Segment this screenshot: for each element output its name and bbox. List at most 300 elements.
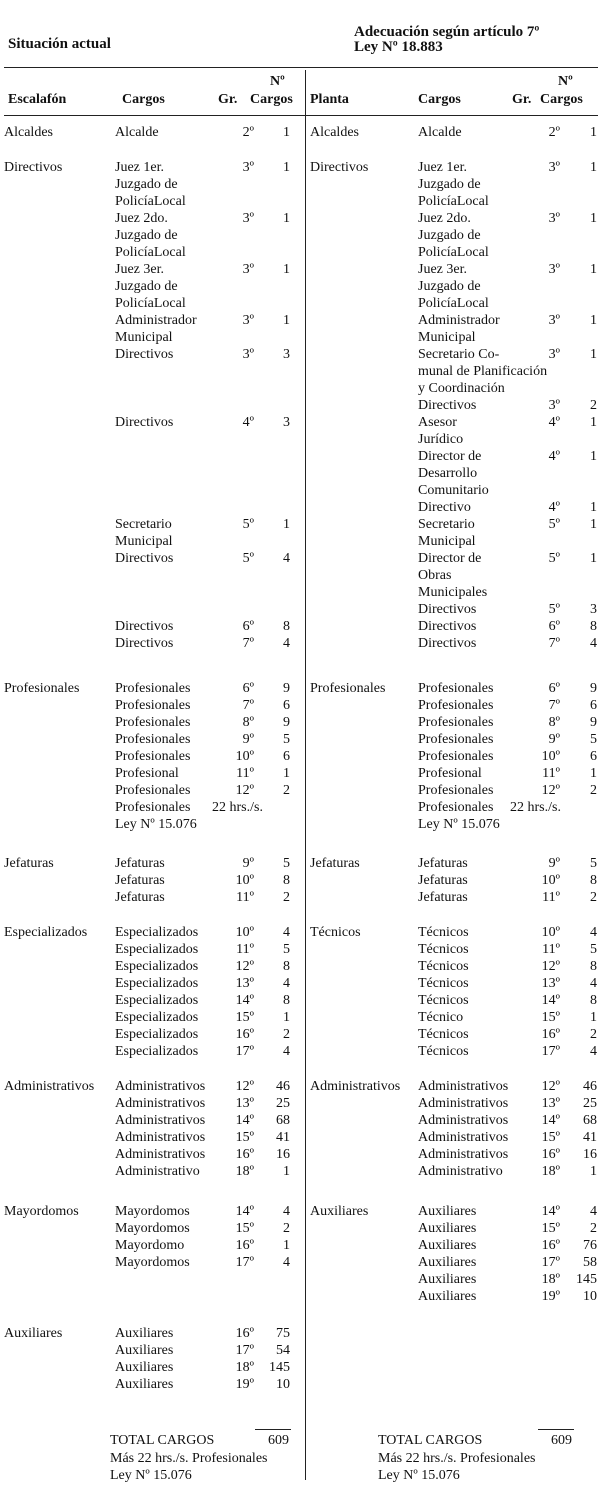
cargo-cell: Técnicos	[418, 959, 469, 974]
count-cell: 8	[283, 959, 290, 974]
table-row	[0, 601, 300, 618]
table-row	[0, 261, 300, 278]
grade-cell: 10º	[541, 749, 560, 764]
count-cell: 4	[283, 1044, 290, 1059]
table-row	[0, 1009, 300, 1026]
grade-cell: 16º	[235, 1238, 254, 1253]
cargo-cell: Juzgado de	[418, 228, 481, 243]
table-row	[0, 516, 300, 533]
cargo-cell: Especializados	[115, 925, 199, 940]
grade-cell: 17º	[235, 1044, 254, 1059]
col-planta: Planta	[310, 92, 349, 107]
count-cell: 8	[590, 993, 597, 1008]
table-row	[0, 680, 300, 697]
cargo-cell: Especializados	[115, 1027, 199, 1042]
count-cell: 58	[583, 1255, 597, 1270]
table-row	[0, 1146, 300, 1163]
grade-cell: 12º	[235, 783, 254, 798]
cargo-cell: Administrativos	[418, 1079, 509, 1094]
section-mayordomos	[0, 1203, 300, 1271]
count-cell: 2	[590, 398, 597, 413]
cargo-cell: Ley Nº 15.076	[115, 817, 197, 832]
table-row	[306, 1009, 600, 1026]
grade-cell: 13º	[541, 1096, 560, 1111]
section-name: Administrativos	[310, 1079, 401, 1094]
table-row	[306, 516, 600, 533]
cargo-cell: Jurídico	[418, 432, 464, 447]
cargo-cell: Administrativos	[115, 1147, 206, 1162]
count-cell: 75	[276, 1326, 290, 1341]
cargo-cell: Auxiliares	[115, 1377, 174, 1392]
count-cell: 4	[590, 636, 597, 651]
table-row	[306, 1026, 600, 1043]
table-row	[0, 992, 300, 1009]
table-row	[0, 533, 300, 550]
total-rule	[255, 1429, 291, 1430]
count-cell: 8	[283, 873, 290, 888]
count-cell: 1	[590, 160, 597, 175]
table-row	[306, 1203, 600, 1220]
total-note: Más 22 hrs./s. Profesionales	[110, 1451, 268, 1466]
table-row	[0, 697, 300, 714]
grade-cell: 3º	[242, 211, 254, 226]
cargo-cell: Secretario Co-	[418, 347, 500, 362]
count-cell: 1	[590, 1010, 597, 1025]
grade-cell: 13º	[235, 1096, 254, 1111]
count-cell: 1	[590, 347, 597, 362]
table-row	[0, 1342, 300, 1359]
cargo-cell: Auxiliares	[418, 1255, 477, 1270]
cargo-cell: Obras	[418, 568, 452, 583]
count-cell: 3	[283, 347, 290, 362]
cargo-cell: Especializados	[115, 1010, 199, 1025]
table-row	[0, 765, 300, 782]
count-cell: 5	[590, 942, 597, 957]
table-row	[306, 159, 600, 176]
grade-cell: 9º	[242, 856, 254, 871]
table-row	[0, 329, 300, 346]
table-row	[306, 855, 600, 872]
cargo-cell: Secretario	[115, 517, 172, 532]
grade-cell: 12º	[541, 1079, 560, 1094]
section-técnicos	[306, 924, 600, 1060]
cargo-cell: Profesionales	[418, 698, 494, 713]
grade-cell: 17º	[541, 1044, 560, 1059]
count-cell: 145	[269, 1360, 290, 1375]
table-row	[306, 1146, 600, 1163]
count-cell: 1	[283, 1010, 290, 1025]
grade-cell: 15º	[235, 1010, 254, 1025]
cargo-cell: Profesionales	[115, 800, 191, 815]
grade-cell: 5º	[242, 551, 254, 566]
table-row	[306, 380, 600, 397]
total-rule	[538, 1429, 574, 1430]
cargo-cell: Directivos	[115, 415, 174, 430]
cargo-cell: Jefaturas	[418, 873, 468, 888]
cargo-cell: Profesionales	[418, 783, 494, 798]
right-totals	[378, 1432, 588, 1492]
table-row	[306, 329, 600, 346]
table-row	[306, 261, 600, 278]
count-cell: 4	[590, 976, 597, 991]
cargo-cell: Directivos	[115, 551, 174, 566]
count-cell: 4	[283, 925, 290, 940]
cargo-cell: Directivos	[418, 602, 477, 617]
grade-cell: 14º	[235, 1113, 254, 1128]
count-cell: 9	[283, 681, 290, 696]
cargo-cell: Juzgado de	[418, 279, 481, 294]
count-cell: 3	[590, 602, 597, 617]
cargo-cell: Juez 1er.	[418, 160, 467, 175]
section-name: Jefaturas	[4, 856, 54, 871]
grade-cell: 10º	[235, 925, 254, 940]
grade-cell: 11º	[542, 890, 560, 905]
count-cell: 145	[576, 1272, 597, 1287]
cargo-cell: Alcalde	[418, 125, 462, 140]
grade-cell: 6º	[242, 681, 254, 696]
section-profesionales	[306, 680, 600, 833]
count-cell: 68	[276, 1113, 290, 1128]
table-row	[0, 872, 300, 889]
table-row	[306, 124, 600, 141]
header-bottom-rule	[4, 115, 598, 116]
grade-cell: 3º	[242, 313, 254, 328]
section-jefaturas	[0, 855, 300, 906]
cargo-cell: Municipales	[418, 585, 488, 600]
grade-cell: 12º	[541, 783, 560, 798]
count-cell: 5	[590, 732, 597, 747]
grade-cell: 14º	[235, 993, 254, 1008]
section-alcaldes	[306, 124, 600, 141]
table-row	[306, 465, 600, 482]
count-cell: 2	[283, 1027, 290, 1042]
table-row	[0, 1078, 300, 1095]
table-row	[0, 244, 300, 261]
count-cell: 5	[590, 856, 597, 871]
section-name: Administrativos	[4, 1079, 95, 1094]
count-cell: 1	[283, 125, 290, 140]
col-gr-left: Gr.	[218, 92, 238, 107]
table-row	[306, 765, 600, 782]
table-row	[0, 227, 300, 244]
count-cell: 10	[276, 1377, 290, 1392]
table-row	[306, 448, 600, 465]
grade-cell: 3º	[548, 313, 560, 328]
cargo-cell: Profesionales	[418, 800, 494, 815]
cargo-cell: Administrador	[115, 313, 197, 328]
grade-cell: 15º	[235, 1130, 254, 1145]
table-row	[306, 1095, 600, 1112]
grade-cell: 3º	[242, 160, 254, 175]
cargo-cell: Especializados	[115, 993, 199, 1008]
table-row	[306, 1288, 600, 1305]
cargo-cell: Administrativos	[418, 1113, 509, 1128]
count-cell: 46	[583, 1079, 597, 1094]
grade-cell: 7º	[242, 636, 254, 651]
table-row	[306, 193, 600, 210]
cargo-cell: Técnicos	[418, 1027, 469, 1042]
col-escalafon: Escalafón	[8, 92, 67, 107]
cargo-cell: PolicíaLocal	[418, 194, 489, 209]
cargo-cell: Especializados	[115, 976, 199, 991]
table-row	[0, 312, 300, 329]
grade-cell: 17º	[235, 1343, 254, 1358]
table-row	[0, 1220, 300, 1237]
table-row	[0, 567, 300, 584]
cargo-cell: Administrativos	[115, 1130, 206, 1145]
grade-cell: 7º	[242, 698, 254, 713]
count-cell: 41	[583, 1130, 597, 1145]
cargo-cell: PolicíaLocal	[418, 245, 489, 260]
count-cell: 4	[283, 636, 290, 651]
grade-cell: 6º	[242, 619, 254, 634]
cargo-cell: Auxiliares	[418, 1204, 477, 1219]
table-row	[0, 1026, 300, 1043]
grade-cell: 8º	[548, 715, 560, 730]
cargo-cell: Director de	[418, 551, 482, 566]
grade-cell: 11º	[236, 766, 254, 781]
table-row	[0, 431, 300, 448]
section-auxiliares	[0, 1325, 300, 1393]
table-row	[306, 533, 600, 550]
table-row	[0, 1129, 300, 1146]
grade-cell: 18º	[541, 1164, 560, 1179]
grade-cell: 15º	[541, 1221, 560, 1236]
grade-cell: 5º	[242, 517, 254, 532]
count-cell: 25	[276, 1096, 290, 1111]
grade-cell: 19º	[541, 1289, 560, 1304]
total-value: 609	[551, 1433, 572, 1448]
grade-cell: 7º	[548, 698, 560, 713]
total-value: 609	[268, 1433, 289, 1448]
table-row	[306, 714, 600, 731]
table-row	[306, 1112, 600, 1129]
table-row	[306, 635, 600, 652]
count-cell: 76	[583, 1238, 597, 1253]
cargo-cell: Mayordomos	[115, 1255, 190, 1270]
count-cell: 1	[283, 160, 290, 175]
section-name: Profesionales	[310, 681, 386, 696]
col-gr-right: Gr.	[512, 92, 532, 107]
count-cell: 1	[283, 1164, 290, 1179]
table-row	[306, 346, 600, 363]
table-row	[306, 210, 600, 227]
count-cell: 4	[590, 1044, 597, 1059]
grade-cell: 16º	[541, 1238, 560, 1253]
grade-cell: 5º	[548, 551, 560, 566]
cargo-cell: Juez 3er.	[115, 262, 164, 277]
grade-cell: 6º	[548, 681, 560, 696]
section-profesionales	[0, 680, 300, 833]
cargo-cell: Directivos	[115, 619, 174, 634]
table-row	[306, 176, 600, 193]
count-cell: 2	[283, 1221, 290, 1236]
grade-cell: 16º	[235, 1027, 254, 1042]
count-cell: 46	[276, 1079, 290, 1094]
table-row	[0, 1254, 300, 1271]
count-cell: 6	[283, 698, 290, 713]
table-row	[0, 816, 300, 833]
cargo-cell: Profesionales	[115, 681, 191, 696]
table-row	[306, 924, 600, 941]
grade-cell: 6º	[548, 619, 560, 634]
table-row	[306, 584, 600, 601]
count-cell: 1	[283, 1238, 290, 1253]
cargo-cell: Administrativos	[115, 1079, 206, 1094]
cargo-cell: Profesionales	[115, 715, 191, 730]
total-note-law: Ley Nº 15.076	[378, 1468, 460, 1483]
grade-cell: 22 hrs./s.	[510, 800, 561, 815]
grade-cell: 10º	[541, 925, 560, 940]
grade-cell: 16º	[235, 1326, 254, 1341]
cargo-cell: Técnicos	[418, 1044, 469, 1059]
count-cell: 1	[590, 125, 597, 140]
table-row	[306, 550, 600, 567]
table-row	[306, 1078, 600, 1095]
total-note: Más 22 hrs./s. Profesionales	[378, 1451, 536, 1466]
table-row	[306, 397, 600, 414]
count-cell: 1	[590, 415, 597, 430]
cargo-cell: Juzgado de	[115, 228, 178, 243]
table-row	[306, 1271, 600, 1288]
table-row	[0, 1163, 300, 1180]
count-cell: 6	[590, 749, 597, 764]
grade-cell: 13º	[541, 976, 560, 991]
count-cell: 5	[283, 942, 290, 957]
grade-cell: 2º	[242, 125, 254, 140]
table-row	[0, 584, 300, 601]
table-row	[306, 872, 600, 889]
grade-cell: 16º	[541, 1027, 560, 1042]
cargo-cell: Mayordomo	[115, 1238, 185, 1253]
count-cell: 16	[583, 1147, 597, 1162]
cargo-cell: Directivo	[418, 500, 471, 515]
cargo-cell: Administrativos	[418, 1147, 509, 1162]
grade-cell: 15º	[235, 1221, 254, 1236]
cargo-cell: Especializados	[115, 1044, 199, 1059]
grade-cell: 3º	[548, 160, 560, 175]
cargo-cell: Directivos	[115, 636, 174, 651]
cargo-cell: Directivos	[418, 398, 477, 413]
section-name: Auxiliares	[310, 1204, 369, 1219]
count-cell: 6	[590, 698, 597, 713]
grade-cell: 2º	[548, 125, 560, 140]
count-cell: 4	[283, 1255, 290, 1270]
section-name: Especializados	[4, 925, 88, 940]
table-row	[306, 1237, 600, 1254]
cargo-cell: Auxiliares	[418, 1289, 477, 1304]
table-row	[306, 1163, 600, 1180]
table-row	[0, 714, 300, 731]
cargo-cell: PolicíaLocal	[115, 245, 186, 260]
table-row	[306, 975, 600, 992]
count-cell: 1	[283, 313, 290, 328]
cargo-cell: Auxiliares	[115, 1343, 174, 1358]
count-cell: 4	[283, 976, 290, 991]
table-row	[0, 635, 300, 652]
cargo-cell: Municipal	[115, 534, 173, 549]
grade-cell: 4º	[242, 415, 254, 430]
cargo-cell: Profesionales	[418, 681, 494, 696]
table-row	[306, 499, 600, 516]
cargo-cell: Profesionales	[115, 732, 191, 747]
header-top-rule	[4, 67, 598, 68]
cargo-cell: Auxiliares	[418, 1272, 477, 1287]
table-row	[0, 1359, 300, 1376]
grade-cell: 8º	[242, 715, 254, 730]
grade-cell: 14º	[541, 993, 560, 1008]
section-directivos	[306, 159, 600, 652]
cargo-cell: Profesional	[115, 766, 179, 781]
count-cell: 9	[590, 681, 597, 696]
cargo-cell: Especializados	[115, 959, 199, 974]
cargo-cell: Juzgado de	[115, 177, 178, 192]
total-label: TOTAL CARGOS	[110, 1433, 215, 1448]
section-name: Alcaldes	[310, 125, 359, 140]
table-row	[306, 697, 600, 714]
table-row	[0, 1237, 300, 1254]
grade-cell: 14º	[235, 1204, 254, 1219]
cargo-cell: Jefaturas	[115, 856, 165, 871]
table-row	[0, 295, 300, 312]
count-cell: 8	[283, 619, 290, 634]
table-row	[0, 799, 300, 816]
table-row	[0, 1112, 300, 1129]
cargo-cell: Auxiliares	[418, 1238, 477, 1253]
cargo-cell: Municipal	[418, 534, 476, 549]
table-row	[306, 799, 600, 816]
count-cell: 1	[590, 1164, 597, 1179]
table-row	[0, 958, 300, 975]
table-row	[306, 414, 600, 431]
table-row	[0, 1325, 300, 1342]
cargo-cell: Profesionales	[418, 715, 494, 730]
count-cell: 1	[283, 517, 290, 532]
count-cell: 1	[590, 313, 597, 328]
table-row	[0, 924, 300, 941]
cargo-cell: Mayordomos	[115, 1221, 190, 1236]
cargo-cell: Director de	[418, 449, 482, 464]
grade-cell: 11º	[542, 942, 560, 957]
count-cell: 8	[590, 619, 597, 634]
count-cell: 4	[590, 925, 597, 940]
grade-cell: 14º	[541, 1204, 560, 1219]
cargo-cell: Jefaturas	[418, 856, 468, 871]
grade-cell: 4º	[548, 449, 560, 464]
count-cell: 5	[283, 856, 290, 871]
table-row	[0, 1095, 300, 1112]
count-cell: 1	[590, 517, 597, 532]
grade-cell: 18º	[541, 1272, 560, 1287]
table-row	[306, 1129, 600, 1146]
grade-cell: 5º	[548, 602, 560, 617]
section-jefaturas	[306, 855, 600, 906]
grade-cell: 10º	[235, 873, 254, 888]
table-row	[0, 380, 300, 397]
cargo-cell: Auxiliares	[418, 1221, 477, 1236]
cargo-cell: Profesionales	[418, 732, 494, 747]
grade-cell: 12º	[235, 1079, 254, 1094]
cargo-cell: Alcalde	[115, 125, 159, 140]
count-cell: 54	[276, 1343, 290, 1358]
cargo-cell: Jefaturas	[115, 873, 165, 888]
col-ncargos-left: Cargos	[250, 92, 293, 107]
table-row	[306, 958, 600, 975]
grade-cell: 11º	[236, 890, 254, 905]
table-row	[0, 278, 300, 295]
cargo-cell: PolicíaLocal	[115, 296, 186, 311]
table-row	[0, 975, 300, 992]
